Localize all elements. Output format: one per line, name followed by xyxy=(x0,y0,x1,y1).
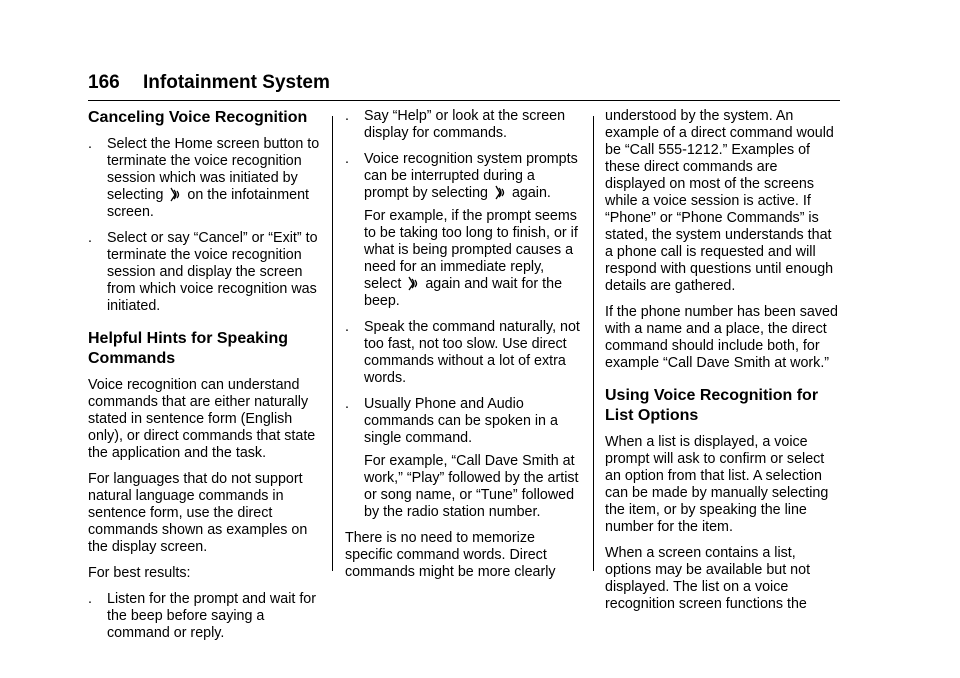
bullet-subparagraph xyxy=(364,208,581,310)
bullet-dot: . xyxy=(345,319,349,335)
bullet-text: Voice recognition system prompts can be interrupted during a prompt by selecting xyxy=(364,151,578,201)
voice-recognition-icon xyxy=(494,185,506,200)
paragraph: Voice recognition can understand commands that are either naturally stated in sentence form (English only), or direct commands that state the application and the task. xyxy=(88,377,316,461)
bullet-item xyxy=(88,591,320,642)
heading-list-options: Using Voice Recognition for List Options xyxy=(605,387,819,424)
sub-text: again and wait for the beep. xyxy=(364,276,563,309)
bullet-text: on the infotainment screen. xyxy=(107,187,310,220)
bullet-dot: . xyxy=(345,151,349,167)
paragraph: When a screen contains a list, options may be available but not displayed. The list on a voice recognition screen functions the xyxy=(605,545,811,612)
bullet-dot: . xyxy=(88,591,92,607)
bullet-text: Select the Home screen button to terminate the voice recognition session which was initiated by selecting xyxy=(107,136,320,203)
bullet-dot: . xyxy=(88,136,92,152)
bullet-item xyxy=(345,396,581,521)
paragraph: For best results: xyxy=(88,565,191,581)
bullet-dot: . xyxy=(345,108,349,124)
bullet-item xyxy=(88,230,320,315)
page-number: 166 xyxy=(88,72,120,93)
heading-canceling-voice-recognition: Canceling Voice Recognition xyxy=(88,109,308,126)
bullet-item xyxy=(345,319,581,387)
bullet-text: Listen for the prompt and wait for the beep before saying a command or reply. xyxy=(107,591,317,641)
sub-text: For example, if the prompt seems to be taking too long to finish, or if what is being prompted causes a need for an immediate reply, select xyxy=(364,208,578,292)
paragraph: For languages that do not support natural language commands in sentence form, use the direct commands shown as examples on the display screen. xyxy=(88,471,308,555)
voice-recognition-icon xyxy=(407,276,419,291)
column-2 xyxy=(345,108,581,590)
paragraph: When a list is displayed, a voice prompt will ask to confirm or select an option from that list. A selection can be made by manually selecting the item, or by speaking the line number for the item. xyxy=(605,434,829,535)
bullet-text: Usually Phone and Audio commands can be spoken in a single command. xyxy=(364,396,558,446)
bullet-item xyxy=(345,108,581,142)
column-3 xyxy=(605,108,841,622)
section-title: Infotainment System xyxy=(143,72,330,93)
page-header xyxy=(88,72,840,101)
bullet-dot: . xyxy=(88,230,92,246)
bullet-text: Select or say “Cancel” or “Exit” to terminate the voice recognition session and display the screen from which voice recognition was initiated. xyxy=(107,230,318,314)
column-divider xyxy=(593,116,594,571)
bullet-item xyxy=(88,136,320,221)
paragraph: If the phone number has been saved with a name and a place, the direct command should include both, for example “Call Dave Smith at work.” xyxy=(605,304,838,371)
bullet-text: Speak the command naturally, not too fast, not too slow. Use direct commands without a lot of extra words. xyxy=(364,319,580,386)
column-1 xyxy=(88,108,320,651)
heading-helpful-hints: Helpful Hints for Speaking Commands xyxy=(88,330,289,367)
bullet-text: Say “Help” or look at the screen display for commands. xyxy=(364,108,566,141)
bullet-dot: . xyxy=(345,396,349,412)
paragraph: There is no need to memorize specific command words. Direct commands might be more clearly xyxy=(345,530,556,580)
bullet-subparagraph: For example, “Call Dave Smith at work,” “Play” followed by the artist or song name, or “Tune” followed by the radio station number. xyxy=(364,453,579,520)
voice-recognition-icon xyxy=(169,187,181,202)
column-divider xyxy=(332,116,333,571)
bullet-item xyxy=(345,151,581,310)
bullet-text: again. xyxy=(511,185,551,201)
paragraph: understood by the system. An example of a direct command would be “Call 555-1212.” Examples of these direct commands are displayed on most of the screens while a voice session is active. If “Phone” or “Phone Commands” is stated, the system understands that a phone call is requested and will respond with questions until enough details are gathered. xyxy=(605,108,834,294)
